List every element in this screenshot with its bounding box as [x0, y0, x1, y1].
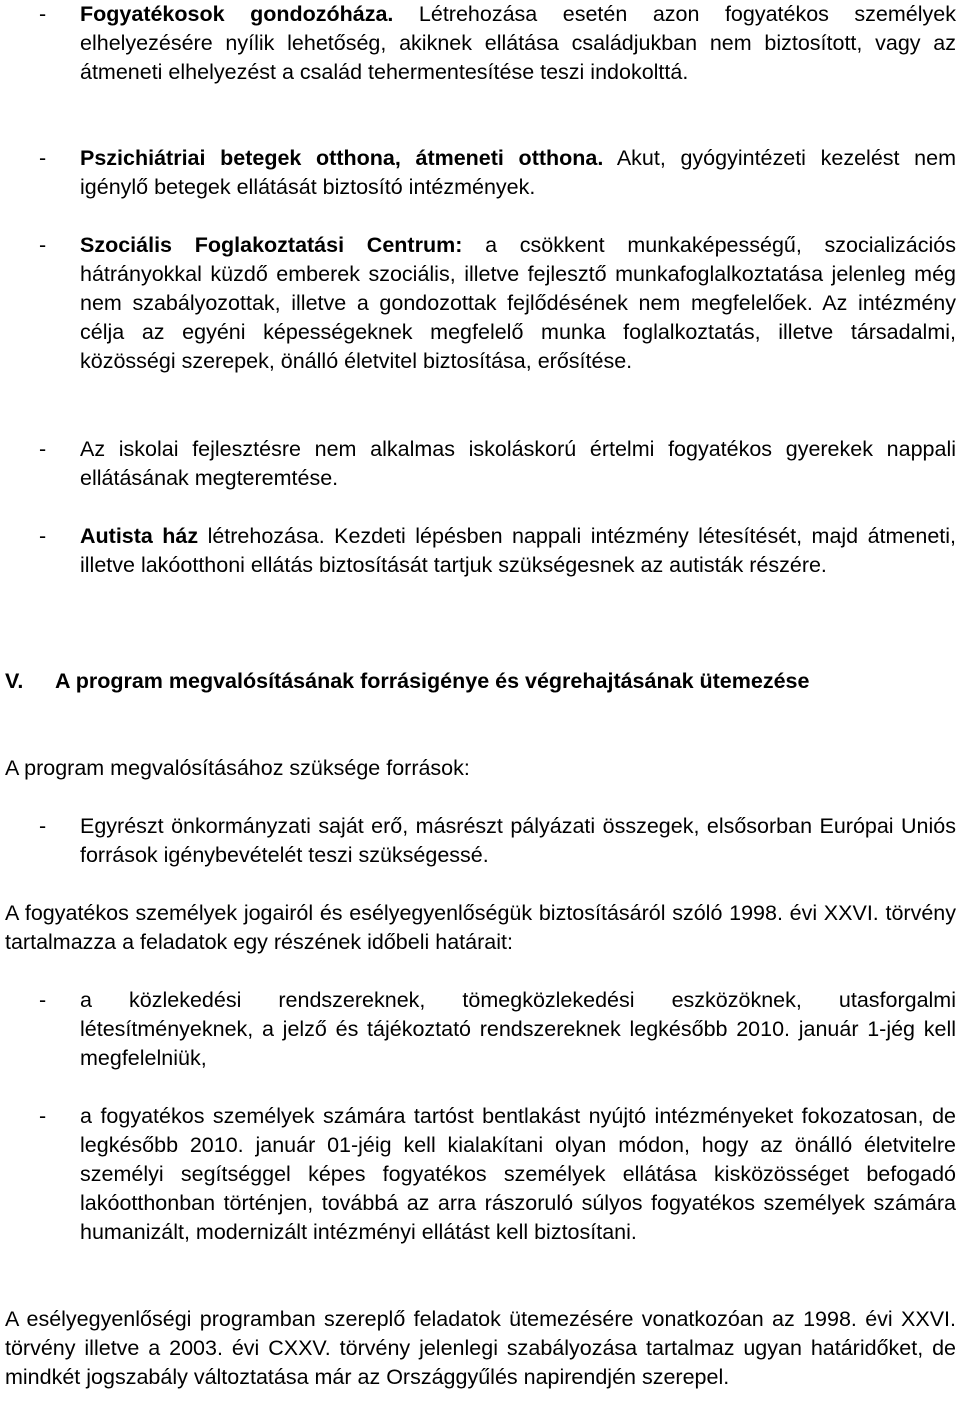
- list-item-text: [80, 231, 956, 376]
- list-item-gondozohaz: [0, 0, 956, 87]
- law-paragraph: A fogyatékos személyek jogairól és esélyegyenlőségük biztosításáról szóló 1998. évi XXVI. törvény tartalmazza a feladatok egy részének időbeli határait:: [5, 901, 956, 954]
- list-item-text: Egyrészt önkormányzati saját erő, másrészt pályázati összegek, elsősorban Európai Uniós források igénybevételét teszi szükségessé.: [80, 814, 956, 867]
- list-item-bold-label: Pszichiátriai betegek otthona, átmeneti otthona.: [80, 146, 604, 170]
- list-bullet: -: [39, 146, 47, 170]
- list-item-szocialis-centrum: [0, 231, 956, 376]
- list-item-autista-haz: [0, 522, 956, 580]
- list-item-kozlekedes: [0, 986, 956, 1073]
- sources-intro: A program megvalósításához szüksége források:: [5, 756, 470, 780]
- list-item-pszichiatriai: [0, 144, 956, 202]
- list-item-description: Az iskolai fejlesztésre nem alkalmas iskoláskorú értelmi fogyatékos gyerekek nappali ellátásának megteremtése.: [80, 437, 956, 490]
- list-bullet: -: [39, 437, 47, 461]
- list-bullet: -: [39, 988, 47, 1012]
- closing-paragraph: A esélyegyenlőségi programban szereplő feladatok ütemezésére vonatkozóan az 1998. évi XXVI. törvény illetve a 2003. évi CXXV. törvény jelenlegi szabályozása tartalmaz ugyan határidőket, de mindkét jogszabály változtatása már az Országgyűlés napirendjén szerepel.: [5, 1307, 956, 1389]
- list-item-bentlakas: [0, 1102, 956, 1247]
- section-heading: [5, 667, 956, 696]
- list-item-description: Létrehozása esetén azon fogyatékos személyek elhelyezésére nyílik lehetőség, akiknek ellátása családjukban nem biztosított, vagy az átmeneti elhelyezést a család tehermentesítése teszi indokolttá.: [80, 2, 956, 84]
- list-item-description: a csökkent munkaképességű, szocializációs hátrányokkal küzdő emberek szociális, illetve fejlesztő munkafoglalkoztatása jelenleg még nem szabályozottak, illetve a gondozottak fejlődésének nem megfelelőek. Az intézmény célja az egyéni képességeknek megfelelő munka foglalkoztatás, illetve társadalmi, közösségi szerepek, önálló életvitel biztosítása, erősítése.: [80, 233, 956, 373]
- list-item-text: [80, 0, 956, 87]
- list-item-text: a közlekedési rendszereknek, tömegközlekedési eszközöknek, utasforgalmi létesítményeknek, a jelző és tájékoztató rendszereknek legkésőbb 2010. január 1-jég kell megfelelniük,: [80, 988, 956, 1070]
- list-item-text: [80, 144, 956, 202]
- section-title: A program megvalósításának forrásigénye és végrehajtásának ütemezése: [55, 669, 810, 693]
- list-bullet: -: [39, 2, 47, 26]
- section-number: V.: [5, 669, 24, 693]
- list-bullet: -: [39, 233, 47, 257]
- list-bullet: -: [39, 524, 47, 548]
- list-item-description: létrehozása. Kezdeti lépésben nappali intézmény létesítését, majd átmeneti, illetve lakóotthoni ellátás biztosítását tartjuk szükségesnek az autisták részére.: [80, 524, 956, 577]
- list-item-description: Akut, gyógyintézeti kezelést nem igénylő betegek ellátását biztosító intézmények.: [80, 146, 956, 199]
- list-item-forrasok: [0, 812, 956, 870]
- list-item-bold-label: Fogyatékosok gondozóháza.: [80, 2, 394, 26]
- list-bullet: -: [39, 814, 47, 838]
- list-item-bold-label: Szociális Foglakoztatási Centrum:: [80, 233, 463, 257]
- list-item-text: a fogyatékos személyek számára tartóst bentlakást nyújtó intézményeket fokozatosan, de legkésőbb 2010. január 01-jéig kell kialakítani olyan módon, hogy az önálló életvitelre személyi segítséggel képes fogyatékos személyek ellátása kisközösséget befogadó lakóotthonban történjen, továbbá az arra rászoruló súlyos fogyatékos személyek számára humanizált, modernizált intézményi ellátást kell biztosítani.: [80, 1104, 956, 1244]
- list-item-iskolai-fejlesztes: [0, 435, 956, 493]
- list-bullet: -: [39, 1104, 47, 1128]
- list-item-bold-label: Autista ház: [80, 524, 199, 548]
- list-item-text: [80, 435, 956, 493]
- list-item-text: [80, 522, 956, 580]
